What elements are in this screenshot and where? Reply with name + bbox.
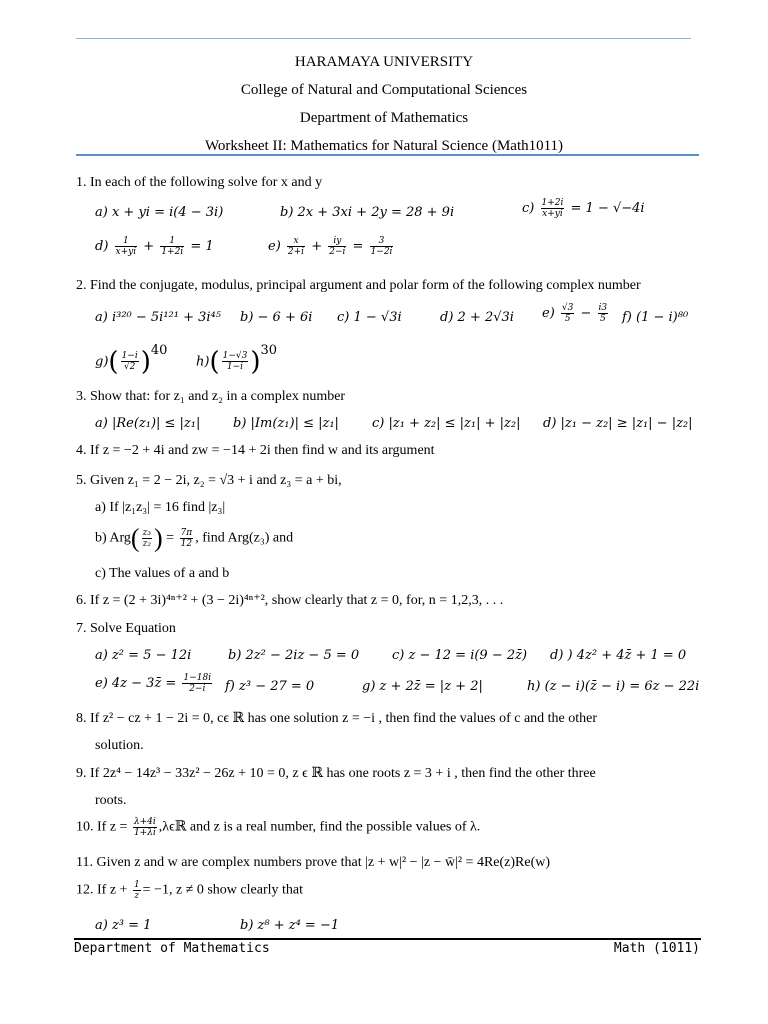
q1-part-c: c) $\frac{1+2i}{x+yi}$ = 1 − √−4i bbox=[522, 198, 645, 219]
q5-part-a: a) If |z₁z₃| = 16 find |z₃| bbox=[95, 500, 226, 515]
department-name: Department of Mathematics bbox=[299, 110, 469, 126]
q12-part-b: b) z⁸ + z⁴ = −1 bbox=[240, 918, 340, 933]
question-1: 1. In each of the following solve for x and y bbox=[76, 175, 323, 190]
q7-part-g: g) z + 2z̄ = |z + 2| bbox=[362, 679, 483, 694]
q7-part-c: c) z − 12 = i(9 − 2z̄) bbox=[392, 648, 528, 663]
footer-rule bbox=[74, 938, 701, 940]
question-8-continued: solution. bbox=[95, 738, 144, 753]
question-3: 3. Show that: for z₁ and z₂ in a complex number bbox=[76, 389, 346, 404]
college-name: College of Natural and Computational Sciences bbox=[240, 82, 528, 98]
q7-part-h: h) (z − i)(z̄ − i) = 6z − 22i bbox=[527, 679, 700, 694]
q2-part-e: e) $\frac{√3}{5}$ − $\frac{i3}{5}$ bbox=[542, 303, 608, 324]
question-9-continued: roots. bbox=[95, 793, 127, 808]
q2-part-b: b) − 6 + 6i bbox=[240, 310, 313, 325]
q2-part-d: d) 2 + 2√3i bbox=[440, 310, 514, 325]
question-9: 9. If 2z⁴ − 14z³ − 33z² − 26z + 10 = 0, z ϵ ℝ has one roots z = 3 + i , then find the other three bbox=[76, 766, 596, 781]
worksheet-title: Worksheet II: Mathematics for Natural Science (Math1011) bbox=[204, 138, 564, 154]
q5-part-b: b) Arg( $\frac{\text{z₃}}{\text{z₂}}$ ) = $\frac{7\pi}{12}$ , find Arg(z₃) and bbox=[95, 523, 294, 553]
q2-part-c: c) 1 − √3i bbox=[337, 310, 402, 325]
q7-part-b: b) 2z² − 2iz − 5 = 0 bbox=[228, 648, 360, 663]
question-2: 2. Find the conjugate, modulus, principal argument and polar form of the following complex number bbox=[76, 278, 641, 293]
q3-part-b: b) |Im(z₁)| ≤ |z₁| bbox=[233, 416, 339, 431]
q7-part-d: d) ) 4z² + 4z̄ + 1 = 0 bbox=[550, 648, 687, 663]
q1-part-a: a) x + yi = i(4 − 3i) bbox=[95, 205, 224, 220]
question-7: 7. Solve Equation bbox=[76, 621, 176, 636]
q7-part-f: f) z³ − 27 = 0 bbox=[225, 679, 315, 694]
q7-part-a: a) z² = 5 − 12i bbox=[95, 648, 192, 663]
question-11: 11. Given z and w are complex numbers prove that |z + w|² − |z − w̄|² = 4Re(z)Re(w) bbox=[76, 855, 551, 870]
question-12: 12. If z + $\frac{1}{z}$ = −1, z ≠ 0 show clearly that bbox=[76, 880, 303, 901]
q7-part-e: e) 4z − 3z̄ = $\frac{1-18i}{2-i}$ bbox=[95, 673, 212, 694]
q3-part-a: a) |Re(z₁)| ≤ |z₁| bbox=[95, 416, 201, 431]
question-8: 8. If z² − cz + 1 − 2i = 0, cϵ ℝ has one solution z = −i , then find the values of c and the other bbox=[76, 711, 598, 726]
top-rule bbox=[76, 38, 691, 39]
q3-part-d: d) |z₁ − z₂| ≥ |z₁| − |z₂| bbox=[543, 416, 693, 431]
footer-course-code: Math (1011) bbox=[613, 941, 700, 956]
title-rule bbox=[76, 154, 699, 156]
q12-part-a: a) z³ = 1 bbox=[95, 918, 152, 933]
university-name: HARAMAYA UNIVERSITY bbox=[294, 54, 474, 70]
q1-part-d: d) $\frac{1}{x+yi}$ + $\frac{1}{1+2i}$ = 1 bbox=[95, 236, 214, 257]
q2-part-a: a) i³²⁰ − 5i¹²¹ + 3i⁴⁵ bbox=[95, 310, 221, 325]
q1-part-b: b) 2x + 3xi + 2y = 28 + 9i bbox=[280, 205, 455, 220]
q1-part-e: e) $\frac{x}{2+i}$ + $\frac{iy}{2-i}$ = $\frac{3}{1-2i}$ bbox=[268, 236, 393, 257]
q2-part-g: g)( $\frac{1-i}{√2}$ )$^{40}$ bbox=[95, 343, 168, 377]
q5-part-c: c) The values of a and b bbox=[95, 566, 230, 581]
question-10: 10. If z = $\frac{\lambda+4i}{1+\lambda i}$ ,λϵℝ and z is a real number, find the possible values of λ. bbox=[76, 817, 481, 838]
question-6: 6. If z = (2 + 3i)⁴ⁿ⁺² + (3 − 2i)⁴ⁿ⁺², show clearly that z = 0, for, n = 1,2,3, . . . bbox=[76, 593, 504, 608]
q3-part-c: c) |z₁ + z₂| ≤ |z₁| + |z₂| bbox=[372, 416, 521, 431]
q2-part-f: f) (1 − i)⁸⁰ bbox=[622, 310, 689, 325]
footer-department: Department of Mathematics bbox=[74, 941, 270, 956]
question-4: 4. If z = −2 + 4i and zw = −14 + 2i then find w and its argument bbox=[76, 443, 435, 458]
q2-part-h: h)( $\frac{1-√3}{1-i}$ )$^{30}$ bbox=[196, 343, 278, 377]
question-5: 5. Given z₁ = 2 − 2i, z₂ = √3 + i and z₃ = a + bi, bbox=[76, 473, 342, 488]
